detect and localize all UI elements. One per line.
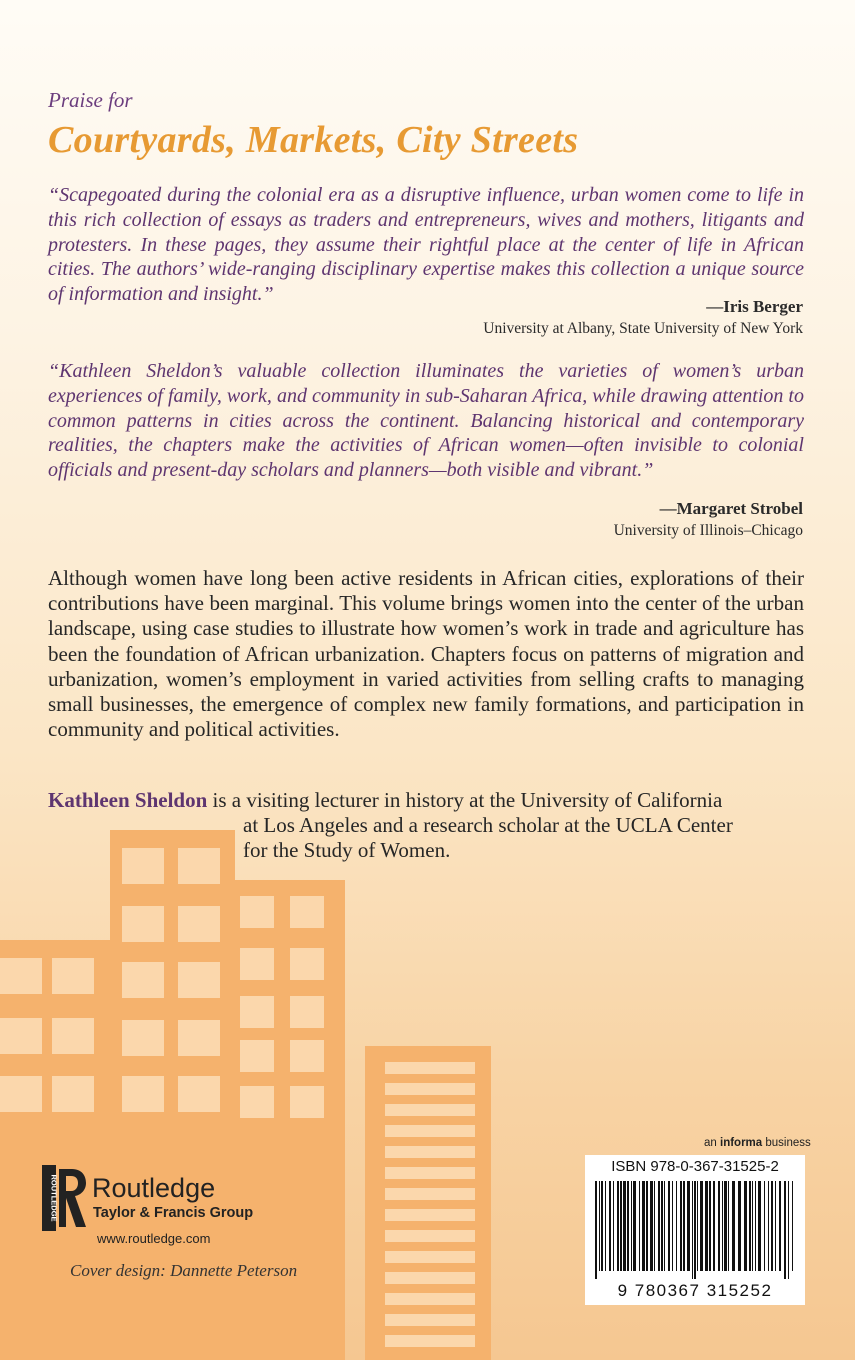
barcode-bar [784,1181,786,1279]
praise-for-label: Praise for [48,88,133,112]
barcode-bar [722,1181,723,1271]
reviewer-affiliation-1: University at Albany, State University of New York [483,320,803,337]
barcode-bar [623,1181,626,1271]
barcode-bar [676,1181,677,1271]
barcode-bar [617,1181,619,1271]
barcode-bar [683,1181,685,1271]
barcode-bar [664,1181,665,1271]
barcode-bar [752,1181,753,1271]
barcode-bar [744,1181,747,1271]
informa-prefix: an [704,1137,720,1149]
barcode-bar [692,1181,693,1279]
cover-design-credit: Cover design: Dannette Peterson [70,1261,298,1280]
barcode-bar [705,1181,708,1271]
author-bio-line-3: for the Study of Women. [243,838,451,862]
publisher-group: Taylor & Francis Group [93,1205,254,1221]
barcode-bar [680,1181,682,1271]
routledge-r-logo-icon [42,1165,88,1231]
barcode-bar [697,1181,698,1271]
barcode-bar [601,1181,603,1271]
barcode-bar [658,1181,660,1271]
review-quote-1: “Scapegoated during the colonial era as a disruptive influence, urban women come to life in this rich collection of essays as traders and entrepreneurs, wives and mothers, litigants and protesters. In these pages, they assume their rightful place at the center of life in African cities. The authors’ wide-ranging disciplinary expertise makes this collection a unique source of information and insight.” [48,184,804,306]
barcode-bar [738,1181,741,1271]
publisher-logo [42,1165,332,1235]
logo-side-text: ROUTLEDGE [49,1174,59,1222]
barcode-bar [788,1181,789,1279]
barcode-bar [668,1181,670,1271]
barcode-bar [771,1181,773,1271]
book-description: Although women have long been active residents in African cities, explorations of their contributions have been marginal. This volume brings women into the center of the urban landscape, using case studies to illustrate how women’s work in trade and agriculture has been the foundation of African urbanization. Chapters focus on patterns of migration and urbanization, women’s employment in varied activities from selling crafts to managing small businesses, the emergence of complex new family formations, and participation in community and political activities. [48,566,804,742]
isbn-label: ISBN 978-0-367-31525-2 [611,1158,779,1175]
isbn-barcode [585,1155,805,1305]
author-bio-line-1: is a visiting lecturer in history at the University of California [207,788,723,812]
barcode-bar [792,1181,793,1271]
barcode-bar [613,1181,614,1271]
barcode-bar [595,1181,597,1279]
publisher-url[interactable]: www.routledge.com [97,1231,211,1246]
barcode-bar [605,1181,606,1271]
barcode-bar [650,1181,653,1271]
author-bio [48,788,808,863]
barcode-bar [646,1181,648,1271]
review-quote-2: “Kathleen Sheldon’s valuable collection illuminates the varieties of women’s urban experiences of family, work, and community in sub-Saharan Africa, while drawing attention to common patterns in cities across the continent. Balancing historical and contemporary realities, the chapters make the activities of African women—often invisible to colonial officials and present-day scholars and planners—both visible and vibrant.” [48,360,804,482]
barcode-bar [627,1181,629,1271]
barcode-bar [609,1181,611,1271]
reviewer-name-1: —Iris Berger [706,297,803,316]
barcode-bar [599,1181,600,1271]
reviewer-affiliation-2: University of Illinois–Chicago [613,522,803,539]
barcode-bar [749,1181,751,1271]
barcode-bar [687,1181,690,1271]
informa-suffix: business [762,1137,811,1149]
review-attribution-2 [614,498,803,542]
informa-business-tag [704,1137,811,1149]
barcode-bar [732,1181,735,1271]
barcode-bar [661,1181,663,1271]
barcode-bar [764,1181,765,1271]
barcode-bar [700,1181,703,1271]
barcode-bar [724,1181,727,1271]
author-bio-line-2: at Los Angeles and a research scholar at the UCLA Center [243,813,733,837]
reviewer-name-2: —Margaret Strobel [659,499,803,518]
barcode-bars [595,1181,795,1279]
barcode-bar [779,1181,781,1271]
barcode-bar [620,1181,622,1271]
publisher-name: Routledge [92,1173,216,1203]
informa-brand: informa [720,1137,763,1149]
barcode-bar [694,1181,696,1279]
barcode-bar [768,1181,769,1271]
barcode-bar [672,1181,673,1271]
barcode-bar [633,1181,636,1271]
book-title: Courtyards, Markets, City Streets [48,119,579,161]
barcode-bar [642,1181,645,1271]
barcode-bar [709,1181,711,1271]
ean-digits: 9 780367 315252 [617,1281,773,1300]
barcode-bar [758,1181,761,1271]
barcode-bar [718,1181,720,1271]
barcode-bar [775,1181,776,1271]
review-attribution-1 [483,296,803,340]
barcode-bar [654,1181,655,1271]
barcode-bar [639,1181,640,1271]
author-name: Kathleen Sheldon [48,788,208,812]
barcode-bar [713,1181,715,1271]
barcode-bar [631,1181,632,1271]
barcode-bar [728,1181,729,1271]
barcode-bar [755,1181,756,1271]
